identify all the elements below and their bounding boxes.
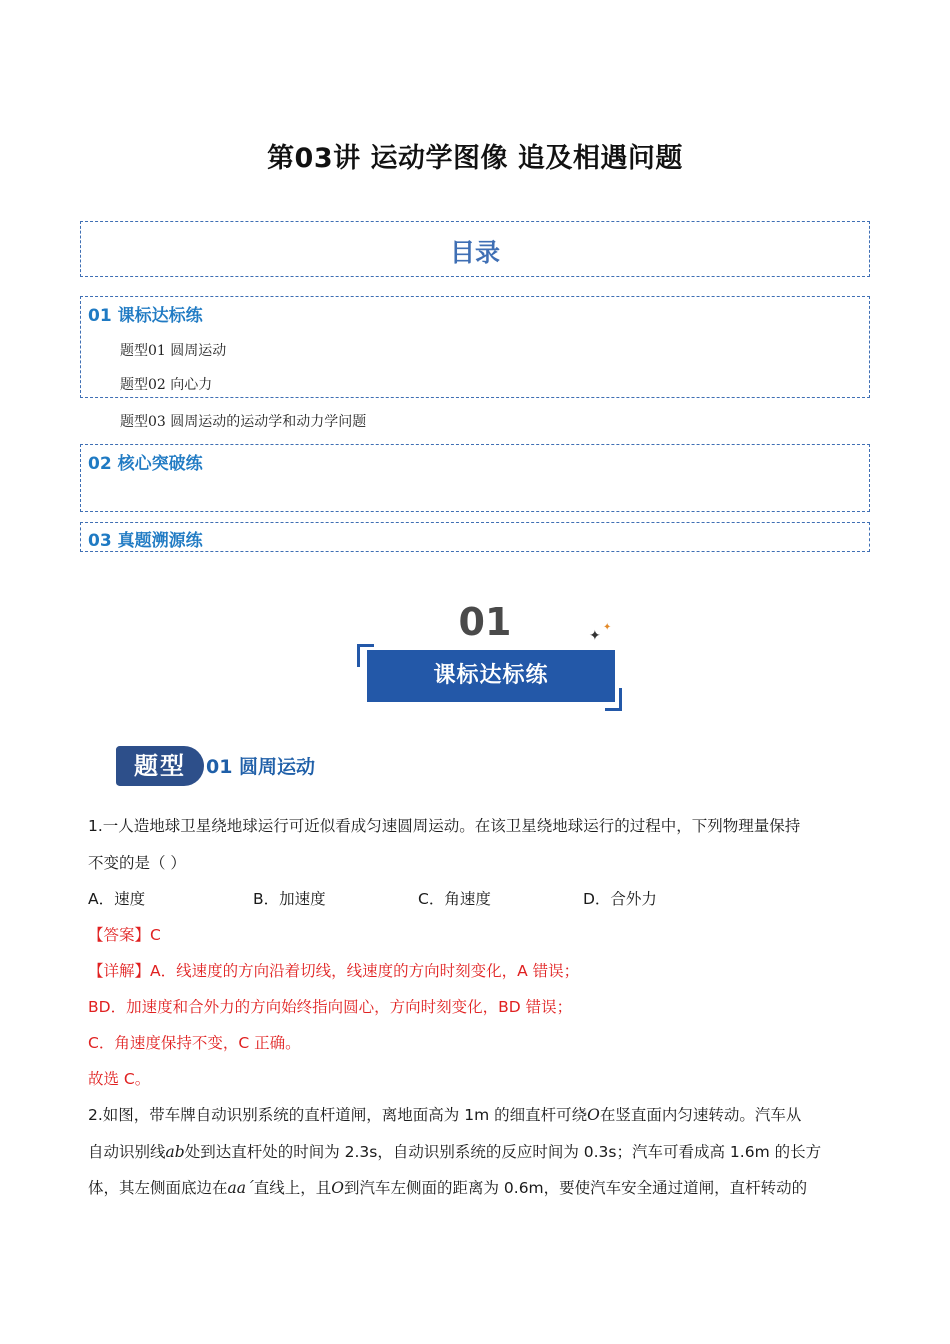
q1-detail-3: C．角速度保持不变，C 正确。 (88, 1034, 301, 1052)
q1-conclusion: 故选 C。 (88, 1070, 151, 1088)
q2-line-2-b: 处到达直杆处的时间为 2.3s，自动识别系统的反应时间为 0.3s；汽车可看成高 1.6m 的长方 (184, 1143, 822, 1161)
q1-option-c: C．角速度 (418, 890, 491, 908)
q1-detail-2: BD．加速度和合外力的方向始终指向圆心，方向时刻变化，BD 错误； (88, 998, 573, 1016)
sparkle-icon: ✦ (589, 628, 601, 644)
page-title: 第03讲 运动学图像 追及相遇问题 (267, 143, 683, 174)
q1-detail-1: 【详解】A．线速度的方向沿着切线，线速度的方向时刻变化，A 错误； (88, 962, 580, 980)
q2-var-o: O (587, 1106, 600, 1124)
q2-line-2 (88, 1140, 821, 1162)
sparkle-small-icon: ✦ (603, 622, 612, 633)
q1-option-a: A．速度 (88, 890, 146, 908)
badge-label: 课标达标练 (367, 650, 615, 702)
q1-answer: 【答案】C (88, 926, 161, 944)
toc-section-01-label[interactable]: 01 课标达标练 (88, 306, 203, 326)
q2-line-3 (88, 1176, 807, 1198)
toc-item-type-02[interactable]: 题型02 向心力 (120, 377, 213, 393)
q2-var-aa: aa´ (227, 1179, 254, 1197)
q2-var-ab: ab (165, 1143, 185, 1161)
q1-option-d: D．合外力 (583, 890, 657, 908)
q2-var-o-2: O (331, 1179, 344, 1197)
q1-option-b: B．加速度 (253, 890, 326, 908)
q2-line-1-b: 在竖直面内匀速转动。汽车从 (599, 1106, 802, 1124)
bracket-right-decoration (605, 688, 622, 711)
type-tag-icon: 题型 (116, 746, 204, 786)
q2-line-3-a: 体，其左侧面底边在 (88, 1179, 228, 1197)
q1-line-1: 1.一人造地球卫星绕地球运行可近似看成匀速圆周运动。在该卫星绕地球运行的过程中，下列物理量保持 (88, 817, 801, 835)
toc-heading: 目录 (449, 238, 500, 267)
toc-section-03-label[interactable]: 03 真题溯源练 (88, 531, 203, 551)
type-tag-label: 01 圆周运动 (206, 756, 316, 778)
badge-number: 01 (458, 600, 512, 644)
toc-item-type-01[interactable]: 题型01 圆周运动 (120, 343, 227, 359)
q2-line-2-a: 自动识别线 (88, 1143, 166, 1161)
q2-line-3-c: 到汽车左侧面的距离为 0.6m，要使汽车安全通过道闸，直杆转动的 (343, 1179, 808, 1197)
q2-line-3-b: 直线上，且 (253, 1179, 332, 1197)
toc-item-type-03[interactable]: 题型03 圆周运动的运动学和动力学问题 (120, 414, 367, 430)
q2-line-1-a: 2.如图，带车牌自动识别系统的直杆道闸，离地面高为 1m 的细直杆可绕 (88, 1106, 588, 1124)
q1-line-2: 不变的是（ ） (88, 854, 186, 872)
section-badge (355, 600, 625, 712)
q2-line-1 (88, 1103, 801, 1125)
toc-section-02-label[interactable]: 02 核心突破练 (88, 454, 203, 474)
